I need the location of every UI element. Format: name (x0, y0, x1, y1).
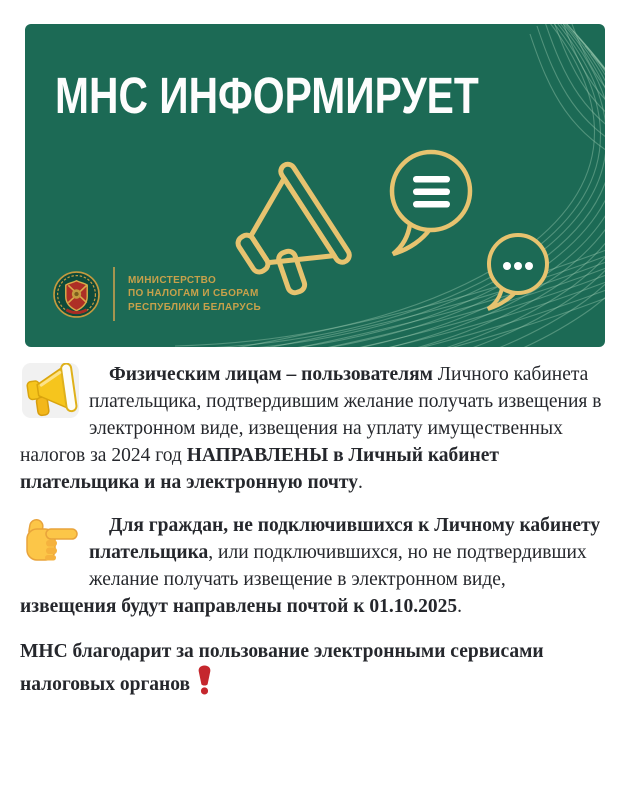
red-exclamation-icon (197, 665, 212, 695)
announcement-text (20, 347, 607, 698)
banner-title: МНС ИНФОРМИРУЕТ (55, 67, 479, 124)
p2-end: . (457, 596, 463, 617)
p2-bold-lead: Для граждан, не подключившихся к Личному кабинету плательщика (89, 515, 601, 563)
p1-bold-tail: НАПРАВЛЕНЫ в Личный кабинет плательщика и на электронную почту (20, 445, 500, 493)
speech-bubble-lines-icon (380, 142, 482, 260)
ministry-divider (113, 267, 115, 321)
banner (25, 24, 605, 347)
p3-text: МНС благодарит за пользование электронными сервисами налоговых органов (20, 641, 544, 695)
paragraph-postal-notices (20, 512, 607, 620)
p2-bold-tail: извещения будут направлены почтой к 01.10.2025 (20, 596, 458, 617)
ministry-brand (53, 267, 261, 321)
megaphone-emoji-icon (22, 363, 79, 418)
p1-normal-mid: Личного кабинета плательщика, подтвердившим желание получать извещения в электронном виде, извещения на уплату имущественных налогов за 2024 год (20, 364, 602, 466)
pointing-finger-emoji-icon (22, 517, 79, 563)
paragraph-thanks (20, 638, 607, 698)
p2-normal-mid: , или подключившихся, но не подтвердивших желание получать извещение в электронном виде, (89, 542, 587, 590)
ministry-emblem-logo (53, 271, 100, 318)
ministry-name-line1: МИНИСТЕРСТВО (128, 274, 217, 286)
p1-end: . (358, 472, 363, 493)
ministry-name-line2: ПО НАЛОГАМ И СБОРАМ (128, 288, 259, 300)
speech-bubble-dots-icon (480, 229, 556, 313)
ministry-name-line3: РЕСПУБЛИКИ БЕЛАРУСЬ (128, 301, 262, 313)
paragraph-electronic-notices (20, 361, 607, 496)
p1-bold-lead: Физическим лицам – пользователям (109, 364, 433, 385)
ministry-name (128, 274, 261, 315)
